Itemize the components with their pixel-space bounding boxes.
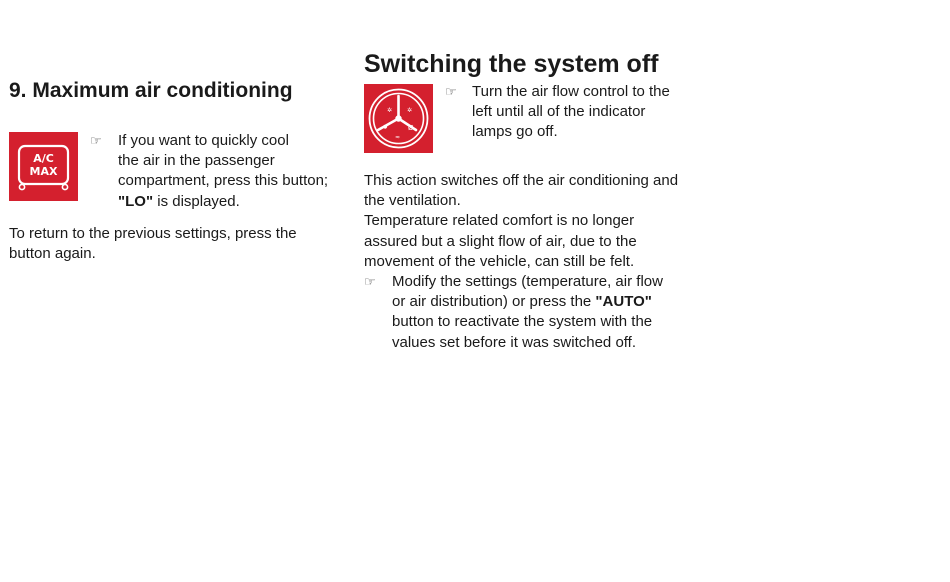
bullet-hand-icon: ☞	[90, 133, 102, 148]
turn-airflow-instruction	[472, 82, 702, 143]
modify-settings-instruction	[392, 272, 702, 353]
lo-display-value: "LO"	[118, 192, 154, 210]
text-fragment: is displayed.	[153, 192, 240, 210]
text-line	[118, 192, 348, 212]
air-flow-control-dial-icon	[364, 84, 433, 153]
text-line: button again.	[9, 245, 96, 263]
text-line	[392, 292, 702, 312]
bullet-hand-icon: ☞	[364, 274, 376, 289]
auto-button-label: "AUTO"	[595, 293, 652, 311]
text-line: the ventilation.	[364, 192, 461, 210]
bullet-hand-icon: ☞	[445, 84, 457, 99]
text-line: lamps go off.	[472, 123, 558, 141]
text-line: If you want to quickly cool	[118, 132, 289, 149]
ac-label: A/C	[33, 152, 54, 165]
ac-max-button-icon	[9, 132, 78, 201]
section-title-max-ac: 9. Maximum air conditioning	[9, 79, 293, 102]
text-line: left until all of the indicator	[472, 103, 646, 121]
svg-text:●: ●	[383, 124, 388, 130]
text-line: To return to the previous settings, press the	[9, 225, 297, 242]
text-line: values set before it was switched off.	[392, 333, 637, 351]
text-line: Modify the settings (temperature, air flow	[392, 273, 663, 290]
system-off-paragraph	[364, 171, 704, 272]
text-line: Turn the air flow control to the	[472, 83, 670, 100]
max-label: MAX	[29, 165, 58, 178]
text-line: Temperature related comfort is no longer	[364, 212, 635, 230]
text-line: assured but a slight flow of air, due to the	[364, 232, 637, 250]
svg-text:Ø: Ø	[408, 124, 414, 132]
svg-text:✲: ✲	[407, 107, 413, 114]
section-title-system-off: Switching the system off	[364, 50, 659, 78]
text-line: button to reactivate the system with the	[392, 313, 653, 331]
text-fragment: or air distribution) or press the	[392, 293, 596, 311]
text-line: movement of the vehicle, can still be felt.	[364, 252, 635, 270]
text-line: This action switches off the air conditioning and	[364, 172, 679, 189]
text-line: the air in the passenger	[118, 152, 275, 170]
max-ac-instruction	[118, 131, 348, 212]
text-line: compartment, press this button;	[118, 172, 329, 190]
return-settings-note	[9, 224, 339, 264]
svg-text:✲: ✲	[387, 107, 393, 114]
svg-text:≈: ≈	[395, 134, 401, 141]
